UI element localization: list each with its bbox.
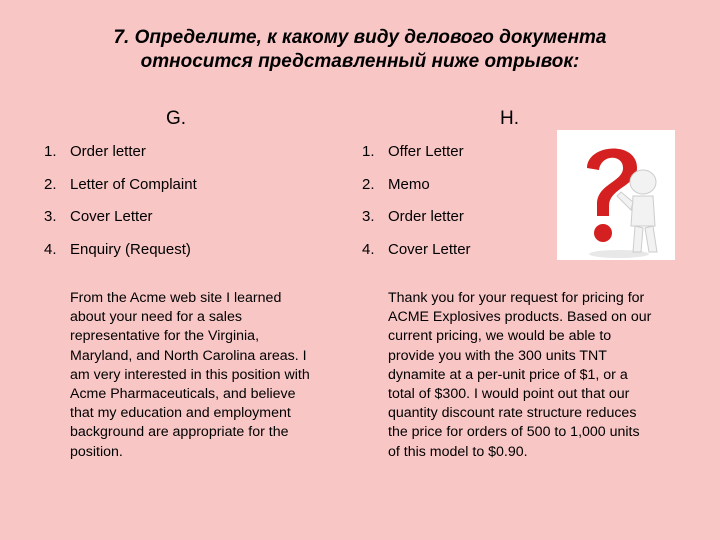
column-g-heading: G. xyxy=(166,108,187,129)
option-item: 1. Order letter xyxy=(44,143,146,160)
question-mark-figure-icon xyxy=(557,130,675,260)
option-item: 1. Offer Letter xyxy=(362,143,464,160)
option-item: 3. Cover Letter xyxy=(44,208,153,225)
column-g-options xyxy=(44,141,197,271)
option-item: 2. Letter of Complaint xyxy=(44,175,197,193)
option-item: 4. Enquiry (Request) xyxy=(44,240,191,258)
question-mark-figure-image xyxy=(557,130,675,260)
passage-g: From the Acme web site I learned about your need for a sales representative for the Virginia, Maryland, and North Carolina areas. I am very interested in this position with Acme Pharmaceuticals, and believe that my education and employment background are appropriate for the position. xyxy=(70,290,310,460)
column-h-options xyxy=(362,141,471,271)
passage-h: Thank you for your request for pricing for ACME Explosives products. Based on our current pricing, we would be able to provide you with the 300 units TNT dynamite at a per-unit price of $1, or a total of $300. I would point out that our quantity discount rate structure reduces the price for orders of 500 to 1,000 units of this model to $0.90. xyxy=(388,290,652,460)
option-item: 3. Order letter xyxy=(362,208,464,225)
option-item: 2. Memo xyxy=(362,175,430,193)
slide-title xyxy=(0,26,720,74)
column-h-heading: H. xyxy=(500,108,519,129)
title-line-1: 7. Определите, к какому виду делового документа xyxy=(113,27,607,48)
title-line-2: относится представленный ниже отрывок: xyxy=(140,51,580,72)
option-item: 4. Cover Letter xyxy=(362,240,471,258)
